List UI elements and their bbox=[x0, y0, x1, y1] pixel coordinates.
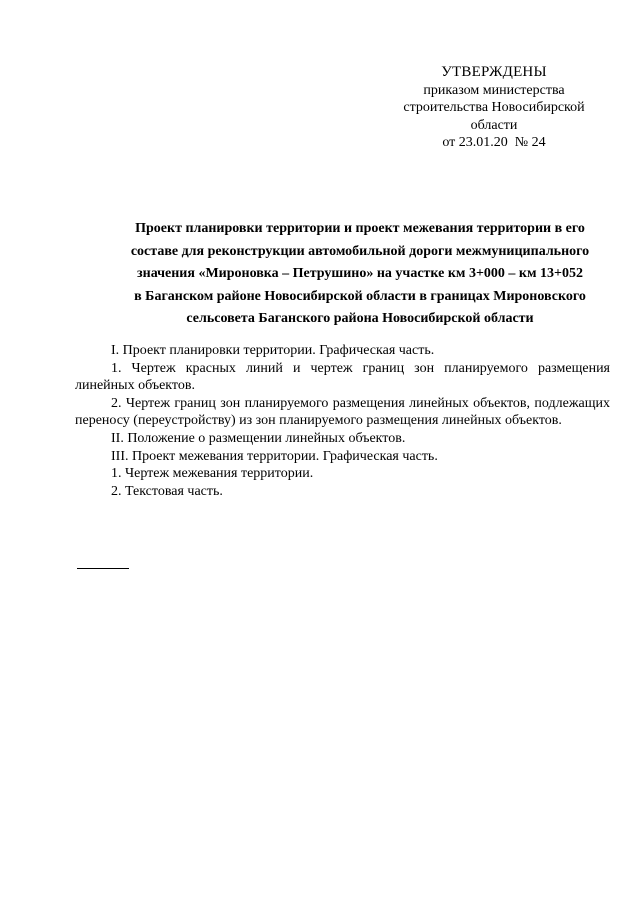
end-divider bbox=[77, 568, 129, 569]
document-title bbox=[110, 218, 610, 331]
title-line-2: составе для реконструкции автомобильной дороги межмуниципального bbox=[130, 243, 590, 259]
contents-list bbox=[75, 342, 610, 500]
contents-item: I. Проект планировки территории. Графическая часть. bbox=[111, 343, 435, 358]
title-line-1: Проект планировки территории и проект межевания территории в его bbox=[135, 221, 585, 236]
title-line-3: значения «Мироновка – Петрушино» на участке км 3+000 – км 13+052 bbox=[137, 266, 583, 281]
contents-item: II. Положение о размещении линейных объектов. bbox=[111, 430, 406, 446]
title-line-5: сельсовета Баганского района Новосибирской области bbox=[186, 311, 534, 326]
contents-item: 1. Чертеж межевания территории. bbox=[111, 466, 314, 482]
approval-date: от 23.01.20 bbox=[442, 135, 508, 150]
contents-item: III. Проект межевания территории. Графическая часть. bbox=[111, 448, 438, 464]
approval-date-line bbox=[380, 134, 608, 152]
approval-line-ministry-order: приказом министерства bbox=[423, 82, 565, 98]
approval-line-ministry-name: строительства Новосибирской bbox=[403, 100, 585, 115]
title-line-4: в Баганском районе Новосибирской области в границах Мироновского bbox=[134, 288, 586, 304]
approval-line-region: области bbox=[470, 117, 518, 133]
approval-block bbox=[380, 64, 608, 152]
contents-item: 2. Чертеж границ зон планируемого размещения линейных объектов, подлежащих переносу (переустройству) из зон планируемого размещения линейных объектов. bbox=[75, 395, 610, 429]
approval-number: № 24 bbox=[514, 135, 546, 150]
contents-item: 1. Чертеж красных линий и чертеж границ зон планируемого размещения линейных объектов. bbox=[75, 360, 610, 394]
contents-item: 2. Текстовая часть. bbox=[111, 483, 223, 499]
approval-heading: УТВЕРЖДЕНЫ bbox=[441, 64, 547, 80]
